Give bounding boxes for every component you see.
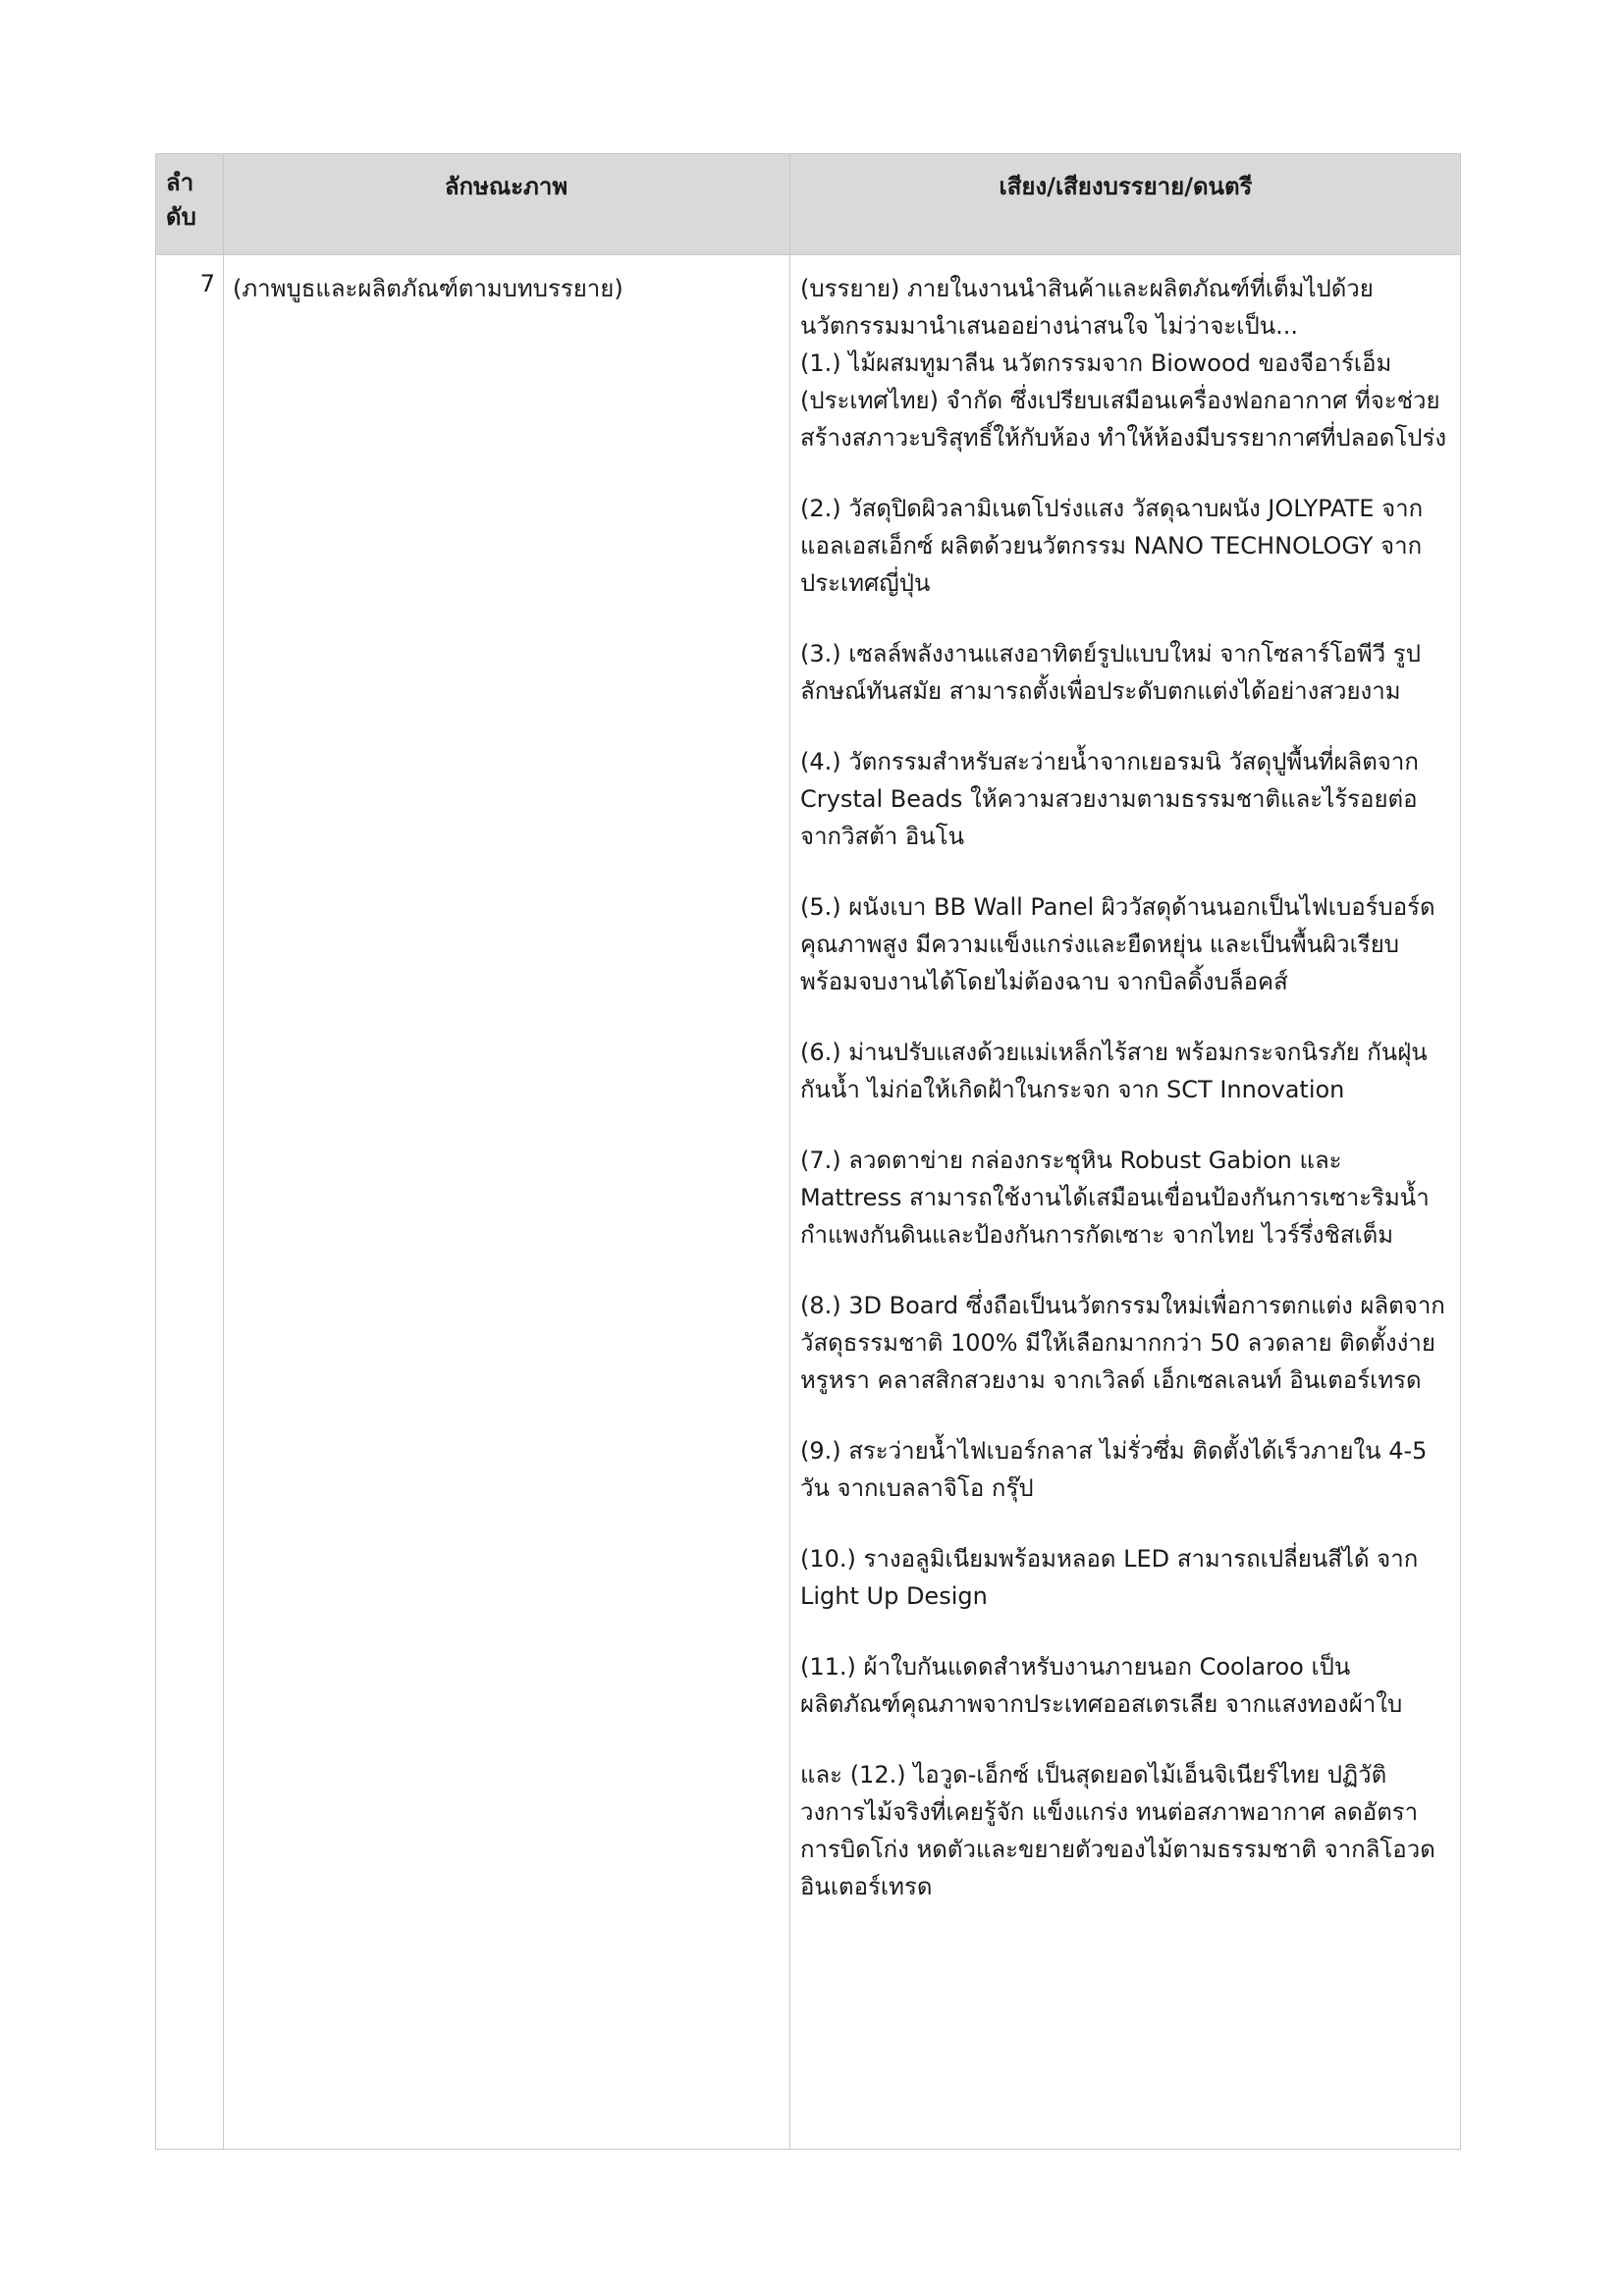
narration-paragraph: (8.) 3D Board ซึ่งถือเป็นนวัตกรรมใหม่เพื่อการตกแต่ง ผลิตจากวัสดุธรรมชาติ 100% มีให้เลือกมากกว่า 50 ลวดลาย ติดตั้งง่าย หรูหรา คลาสสิกสวยงาม จากเวิลด์ เอ็กเซลเลนท์ อินเตอร์เทรด (800, 1292, 1445, 1394)
narration-paragraph: (5.) ผนังเบา BB Wall Panel ผิววัสดุด้านนอกเป็นไฟเบอร์บอร์ดคุณภาพสูง มีความแข็งแกร่งและยืดหยุ่น และเป็นพื้นผิวเรียบ พร้อมจบงานได้โดยไม่ต้องฉาบ จากบิลดิ้งบล็อคส์ (800, 893, 1435, 995)
narration-paragraph: (7.) ลวดตาข่าย กล่องกระชุหิน Robust Gabion และ Mattress สามารถใช้งานได้เสมือนเขื่อนป้องกันการเซาะริมน้ำ กำแพงกันดินและป้องกันการกัดเซาะ จากไทย ไวร์รึ่งชิสเต็ม (800, 1147, 1430, 1249)
narration-paragraph: (บรรยาย) ภายในงานนำสินค้าและผลิตภัณฑ์ที่เต็มไปด้วยนวัตกรรมมานำเสนออย่างน่าสนใจ ไม่ว่าจะเป็น... (1.) ไม้ผสมทูมาลีน นวัตกรรมจาก Biowood ของจีอาร์เอ็ม (ประเทศไทย) จำกัด ซึ่งเปรียบเสมือนเครื่องฟอกอากาศ ที่จะช่วยสร้างสภาวะบริสุทธิ์ให้กับห้อง ทำให้ห้องมีบรรยากาศที่ปลอดโปร่ง (800, 275, 1447, 452)
row-narration (800, 270, 1450, 1905)
narration-paragraph: (11.) ผ้าใบกันแดดสำหรับงานภายนอก Coolaroo เป็นผลิตภัณฑ์คุณภาพจากประเทศออสเตรเลีย จากแสงทองผ้าใบ (800, 1653, 1403, 1718)
narration-paragraph: (4.) วัตกรรมสำหรับสะว่ายน้ำจากเยอรมนิ วัสดุปูพื้นที่ผลิตจาก Crystal Beads ให้ความสวยงามตามธรรมชาติและไร้รอยต่อ จากวิสต้า อินโน (800, 748, 1419, 850)
row-visual-description: (ภาพบูธและผลิตภัณฑ์ตามบทบรรยาย) (233, 275, 623, 302)
column-divider (223, 154, 224, 2149)
narration-paragraph: (3.) เซลล์พลังงานแสงอาทิตย์รูปแบบใหม่ จากโซลาร์โอพีวี รูปลักษณ์ทันสมัย สามารถตั้งเพื่อประดับตกแต่งได้อย่างสวยงาม (800, 640, 1421, 705)
narration-paragraph: (6.) ม่านปรับแสงด้วยแม่เหล็กไร้สาย พร้อมกระจกนิรภัย กันฝุ่น กันน้ำ ไม่ก่อให้เกิดฝ้าในกระจก จาก SCT Innovation (800, 1039, 1428, 1103)
table-header-row (156, 154, 1460, 255)
narration-paragraph: และ (12.) ไอวูด-เอ็กซ์ เป็นสุดยอดไม้เอ็นจิเนียร์ไทย ปฏิวัติวงการไม้จริงที่เคยรู้จัก แข็งแกร่ง ทนต่อสภาพอากาศ ลดอัตราการบิดโก่ง หดตัวและขยายตัวของไม้ตามธรรมชาติ จากลิโอวด อินเตอร์เทรด (800, 1761, 1435, 1900)
narration-paragraph: (2.) วัสดุปิดผิวลามิเนตโปร่งแสง วัสดุฉาบผนัง JOLYPATE จากแอลเอสเอ็กซ์ ผลิตด้วยนวัตกรรม NANO TECHNOLOGY จากประเทศญี่ปุ่น (800, 495, 1424, 597)
script-table (155, 153, 1461, 2150)
column-divider (789, 154, 790, 2149)
narration-paragraph: (10.) รางอลูมิเนียมพร้อมหลอด LED สามารถเปลี่ยนสีได้ จาก Light Up Design (800, 1545, 1419, 1610)
header-number: ลำ ดับ (166, 169, 196, 231)
header-sound: เสียง/เสียงบรรยาย/ดนตรี (999, 173, 1253, 200)
header-visual: ลักษณะภาพ (444, 173, 568, 200)
row-number: 7 (199, 270, 215, 297)
narration-paragraph: (9.) สระว่ายน้ำไฟเบอร์กลาส ไม่รั่วซึ่ม ติดตั้งได้เร็วภายใน 4-5 วัน จากเบลลาจิโอ กรุ๊ป (800, 1437, 1428, 1502)
